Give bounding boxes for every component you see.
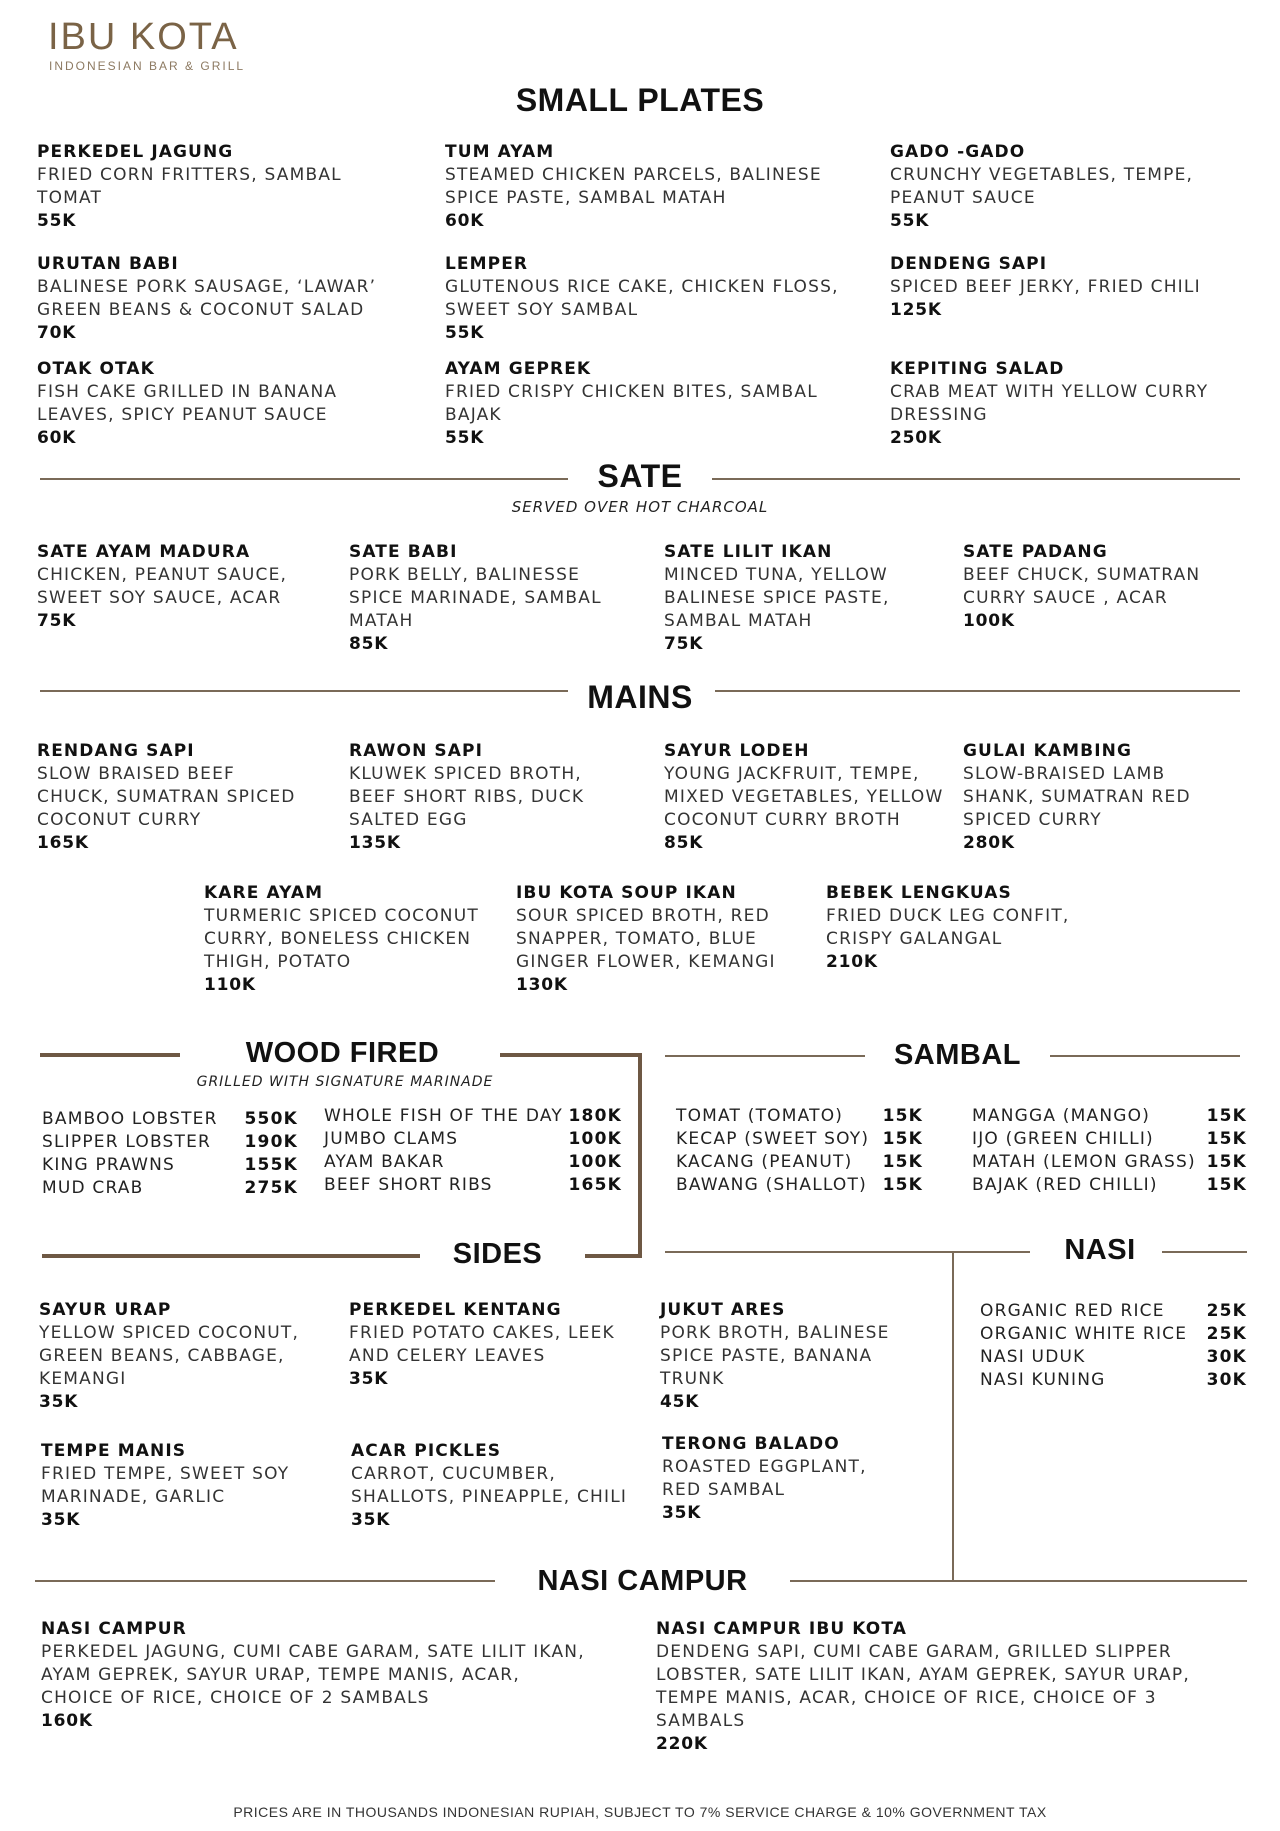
- item-name: JUKUT ARES: [660, 1300, 786, 1320]
- list-item: [42, 1131, 298, 1154]
- item-price: 15K: [882, 1175, 923, 1195]
- list-item: [980, 1369, 1247, 1392]
- item-price: 35K: [351, 1510, 391, 1530]
- item-price: 280K: [963, 833, 1015, 853]
- item-price: 35K: [41, 1510, 81, 1530]
- divider-line: [952, 1251, 954, 1582]
- menu-item: [890, 141, 1230, 232]
- price-list: [676, 1105, 923, 1197]
- section-title-sambal: SAMBAL: [893, 1039, 1022, 1071]
- list-item: [980, 1346, 1247, 1369]
- item-desc: BALINESE PORK SAUSAGE, ‘LAWAR’ GREEN BEANS & COCONUT SALAD: [37, 277, 377, 320]
- item-name: SAYUR LODEH: [664, 741, 810, 761]
- list-item: [972, 1174, 1247, 1197]
- menu-item: [664, 740, 954, 854]
- item-price: 160K: [41, 1711, 93, 1731]
- item-name: KEPITING SALAD: [890, 359, 1065, 379]
- item-price: 60K: [37, 428, 77, 448]
- section-title-mains: MAINS: [587, 679, 693, 715]
- item-desc: SOUR SPICED BROTH, RED SNAPPER, TOMATO, BLUE GINGER FLOWER, KEMANGI: [516, 906, 776, 972]
- list-item: [324, 1128, 622, 1151]
- price-list: [980, 1300, 1247, 1392]
- item-name: NASI CAMPUR: [41, 1619, 187, 1639]
- divider-line: [715, 690, 1240, 692]
- item-name: TOMAT (TOMATO): [676, 1106, 844, 1126]
- menu-item: [41, 1440, 331, 1531]
- list-item: [676, 1151, 923, 1174]
- item-price: 55K: [445, 323, 485, 343]
- menu-item: [664, 541, 934, 655]
- item-desc: FRIED TEMPE, SWEET SOY MARINADE, GARLIC: [41, 1464, 290, 1507]
- divider-line: [665, 1251, 1030, 1253]
- divider-line: [35, 1580, 495, 1582]
- item-name: BAMBOO LOBSTER: [42, 1109, 218, 1129]
- item-name: SAYUR URAP: [39, 1300, 172, 1320]
- item-name: IBU KOTA SOUP IKAN: [516, 883, 737, 903]
- item-name: MANGGA (MANGO): [972, 1106, 1151, 1126]
- item-price: 30K: [1206, 1370, 1247, 1390]
- item-price: 30K: [1206, 1347, 1247, 1367]
- item-price: 135K: [349, 833, 401, 853]
- item-price: 165K: [37, 833, 89, 853]
- list-item: [972, 1128, 1247, 1151]
- item-name: RENDANG SAPI: [37, 741, 195, 761]
- item-price: 15K: [1206, 1152, 1247, 1172]
- item-desc: FRIED POTATO CAKES, LEEK AND CELERY LEAVES: [349, 1323, 615, 1366]
- item-price: 550K: [244, 1109, 298, 1129]
- section-title-nasi-campur: NASI CAMPUR: [537, 1565, 748, 1597]
- item-price: 85K: [664, 833, 704, 853]
- menu-item: [660, 1299, 910, 1413]
- item-name: WHOLE FISH OF THE DAY: [324, 1106, 563, 1126]
- item-desc: GLUTENOUS RICE CAKE, CHICKEN FLOSS, SWEET SOY SAMBAL: [445, 277, 839, 320]
- divider-line: [665, 1055, 865, 1057]
- item-price: 35K: [39, 1392, 79, 1412]
- item-name: OTAK OTAK: [37, 359, 155, 379]
- item-name: PERKEDEL JAGUNG: [37, 142, 234, 162]
- item-name: NASI UDUK: [980, 1347, 1086, 1367]
- item-desc: YELLOW SPICED COCONUT, GREEN BEANS, CABBAGE, KEMANGI: [39, 1323, 300, 1389]
- item-desc: KLUWEK SPICED BROTH, BEEF SHORT RIBS, DUCK SALTED EGG: [349, 764, 585, 830]
- item-name: SLIPPER LOBSTER: [42, 1132, 212, 1152]
- menu-item: [890, 358, 1230, 449]
- item-desc: SLOW BRAISED BEEF CHUCK, SUMATRAN SPICED COCONUT CURRY: [37, 764, 296, 830]
- item-name: AYAM BAKAR: [324, 1152, 445, 1172]
- menu-item: [37, 358, 367, 449]
- item-price: 180K: [568, 1106, 622, 1126]
- item-desc: CRUNCHY VEGETABLES, TEMPE, PEANUT SAUCE: [890, 165, 1194, 208]
- item-name: KING PRAWNS: [42, 1155, 176, 1175]
- item-name: DENDENG SAPI: [890, 254, 1048, 274]
- list-item: [324, 1151, 622, 1174]
- item-price: 25K: [1206, 1301, 1247, 1321]
- item-name: ACAR PICKLES: [351, 1441, 502, 1461]
- item-name: NASI CAMPUR IBU KOTA: [656, 1619, 907, 1639]
- item-name: ORGANIC WHITE RICE: [980, 1324, 1188, 1344]
- item-price: 70K: [37, 323, 77, 343]
- item-price: 85K: [349, 634, 389, 654]
- list-item: [42, 1177, 298, 1200]
- item-name: KARE AYAM: [204, 883, 324, 903]
- list-item: [980, 1323, 1247, 1346]
- menu-item: [37, 253, 397, 344]
- section-subtitle-wood-fired: GRILLED WITH SIGNATURE MARINADE: [196, 1074, 494, 1090]
- item-desc: YOUNG JACKFRUIT, TEMPE, MIXED VEGETABLES, YELLOW COCONUT CURRY BROTH: [664, 764, 944, 830]
- section-title-nasi: NASI: [1064, 1234, 1136, 1266]
- item-desc: CHICKEN, PEANUT SAUCE, SWEET SOY SAUCE, ACAR: [37, 565, 288, 608]
- divider-line: [638, 1053, 642, 1258]
- brand-logo: IBU KOTA: [48, 16, 239, 58]
- section-title-sate: SATE: [597, 458, 683, 494]
- item-name: MUD CRAB: [42, 1178, 144, 1198]
- item-name: TERONG BALADO: [662, 1434, 840, 1454]
- menu-item: [516, 882, 796, 996]
- divider-line: [1050, 1055, 1240, 1057]
- item-name: GULAI KAMBING: [963, 741, 1133, 761]
- item-desc: CRAB MEAT WITH YELLOW CURRY DRESSING: [890, 382, 1209, 425]
- item-name: SATE BABI: [349, 542, 458, 562]
- price-list: [972, 1105, 1247, 1197]
- divider-line: [40, 690, 568, 692]
- item-name: BEEF SHORT RIBS: [324, 1175, 493, 1195]
- divider-line: [40, 1053, 180, 1057]
- item-name: LEMPER: [445, 254, 529, 274]
- menu-item: [963, 740, 1223, 854]
- item-name: KECAP (SWEET SOY): [676, 1129, 870, 1149]
- item-price: 15K: [1206, 1129, 1247, 1149]
- menu-item: [37, 740, 317, 854]
- item-price: 110K: [204, 975, 256, 995]
- price-list: [324, 1105, 622, 1197]
- item-price: 15K: [1206, 1175, 1247, 1195]
- item-name: IJO (GREEN CHILLI): [972, 1129, 1154, 1149]
- menu-item: [656, 1618, 1256, 1755]
- list-item: [972, 1105, 1247, 1128]
- item-desc: PORK BROTH, BALINESE SPICE PASTE, BANANA TRUNK: [660, 1323, 890, 1389]
- item-price: 15K: [882, 1152, 923, 1172]
- item-price: 35K: [349, 1369, 389, 1389]
- menu-item: [37, 141, 367, 232]
- item-name: TUM AYAM: [445, 142, 555, 162]
- item-price: 55K: [890, 211, 930, 231]
- divider-line: [712, 478, 1240, 480]
- list-item: [980, 1300, 1247, 1323]
- item-price: 125K: [890, 300, 942, 320]
- item-name: KACANG (PEANUT): [676, 1152, 853, 1172]
- list-item: [676, 1174, 923, 1197]
- item-price: 275K: [244, 1178, 298, 1198]
- item-name: BAWANG (SHALLOT): [676, 1175, 867, 1195]
- menu-item: [351, 1440, 641, 1531]
- footer-note: PRICES ARE IN THOUSANDS INDONESIAN RUPIAH, SUBJECT TO 7% SERVICE CHARGE & 10% GOVERNMENT TAX: [233, 1804, 1047, 1820]
- item-desc: FISH CAKE GRILLED IN BANANA LEAVES, SPICY PEANUT SAUCE: [37, 382, 338, 425]
- item-price: 75K: [37, 611, 77, 631]
- menu-item: [204, 882, 504, 996]
- divider-line: [42, 1254, 420, 1258]
- item-desc: FRIED DUCK LEG CONFIT, CRISPY GALANGAL: [826, 906, 1070, 949]
- list-item: [972, 1151, 1247, 1174]
- item-name: BAJAK (RED CHILLI): [972, 1175, 1158, 1195]
- item-price: 155K: [244, 1155, 298, 1175]
- list-item: [324, 1174, 622, 1197]
- menu-item: [349, 541, 639, 655]
- divider-line: [790, 1580, 1247, 1582]
- item-name: PERKEDEL KENTANG: [349, 1300, 562, 1320]
- brand-tagline: INDONESIAN BAR & GRILL: [49, 59, 246, 73]
- section-title-small-plates: SMALL PLATES: [515, 82, 765, 118]
- item-price: 250K: [890, 428, 942, 448]
- item-name: TEMPE MANIS: [41, 1441, 187, 1461]
- item-name: SATE PADANG: [963, 542, 1108, 562]
- item-desc: SPICED BEEF JERKY, FRIED CHILI: [890, 277, 1201, 297]
- item-price: 45K: [660, 1392, 700, 1412]
- item-price: 15K: [1206, 1106, 1247, 1126]
- menu-item: [963, 541, 1243, 632]
- item-desc: TURMERIC SPICED COCONUT CURRY, BONELESS CHICKEN THIGH, POTATO: [204, 906, 479, 972]
- item-desc: MINCED TUNA, YELLOW BALINESE SPICE PASTE, SAMBAL MATAH: [664, 565, 890, 631]
- section-subtitle-sate: SERVED OVER HOT CHARCOAL: [511, 498, 769, 516]
- item-price: 165K: [568, 1175, 622, 1195]
- item-price: 25K: [1206, 1324, 1247, 1344]
- menu-item: [826, 882, 1086, 973]
- menu-item: [445, 141, 845, 232]
- item-name: GADO -GADO: [890, 142, 1026, 162]
- item-name: AYAM GEPREK: [445, 359, 592, 379]
- item-price: 130K: [516, 975, 568, 995]
- item-desc: DENDENG SAPI, CUMI CABE GARAM, GRILLED SLIPPER LOBSTER, SATE LILIT IKAN, AYAM GEPREK, SAYUR URAP, TEMPE MANIS, ACAR, CHOICE OF RICE, CHOICE OF 3 SAMBALS: [656, 1642, 1190, 1731]
- item-desc: FRIED CRISPY CHICKEN BITES, SAMBAL BAJAK: [445, 382, 818, 425]
- item-price: 210K: [826, 952, 878, 972]
- section-title-sides: SIDES: [452, 1238, 543, 1270]
- item-price: 60K: [445, 211, 485, 231]
- item-name: ORGANIC RED RICE: [980, 1301, 1165, 1321]
- item-name: URUTAN BABI: [37, 254, 179, 274]
- item-desc: BEEF CHUCK, SUMATRAN CURRY SAUCE , ACAR: [963, 565, 1201, 608]
- item-name: JUMBO CLAMS: [324, 1129, 459, 1149]
- item-desc: FRIED CORN FRITTERS, SAMBAL TOMAT: [37, 165, 342, 208]
- menu-item: [349, 740, 609, 854]
- item-name: NASI KUNING: [980, 1370, 1106, 1390]
- item-desc: SLOW-BRAISED LAMB SHANK, SUMATRAN RED SPICED CURRY: [963, 764, 1191, 830]
- item-name: RAWON SAPI: [349, 741, 484, 761]
- item-price: 220K: [656, 1734, 708, 1754]
- item-desc: ROASTED EGGPLANT, RED SAMBAL: [662, 1457, 867, 1500]
- menu-item: [662, 1433, 922, 1524]
- item-name: MATAH (LEMON GRASS): [972, 1152, 1196, 1172]
- menu-item: [890, 253, 1230, 321]
- item-desc: PERKEDEL JAGUNG, CUMI CABE GARAM, SATE LILIT IKAN, AYAM GEPREK, SAYUR URAP, TEMPE MANIS, ACAR, CHOICE OF RICE, CHOICE OF 2 SAMBALS: [41, 1642, 585, 1708]
- menu-item: [41, 1618, 601, 1732]
- list-item: [676, 1105, 923, 1128]
- menu-item: [445, 253, 855, 344]
- item-name: SATE LILIT IKAN: [664, 542, 833, 562]
- menu-item: [39, 1299, 329, 1413]
- item-price: 190K: [244, 1132, 298, 1152]
- list-item: [676, 1128, 923, 1151]
- menu-item: [349, 1299, 629, 1390]
- item-desc: STEAMED CHICKEN PARCELS, BALINESE SPICE PASTE, SAMBAL MATAH: [445, 165, 822, 208]
- section-title-wood-fired: WOOD FIRED: [245, 1037, 440, 1069]
- list-item: [324, 1105, 622, 1128]
- item-price: 35K: [662, 1503, 702, 1523]
- item-name: BEBEK LENGKUAS: [826, 883, 1012, 903]
- divider-line: [1162, 1251, 1247, 1253]
- list-item: [42, 1154, 298, 1177]
- price-list: [42, 1108, 298, 1200]
- item-price: 100K: [963, 611, 1015, 631]
- item-desc: CARROT, CUCUMBER, SHALLOTS, PINEAPPLE, CHILI: [351, 1464, 628, 1507]
- divider-line: [500, 1053, 642, 1057]
- item-price: 100K: [568, 1152, 622, 1172]
- item-price: 15K: [882, 1129, 923, 1149]
- item-price: 75K: [664, 634, 704, 654]
- item-desc: PORK BELLY, BALINESSE SPICE MARINADE, SAMBAL MATAH: [349, 565, 602, 631]
- item-price: 55K: [37, 211, 77, 231]
- item-price: 15K: [882, 1106, 923, 1126]
- item-name: SATE AYAM MADURA: [37, 542, 251, 562]
- divider-line: [40, 478, 568, 480]
- item-price: 55K: [445, 428, 485, 448]
- divider-line: [585, 1254, 642, 1258]
- list-item: [42, 1108, 298, 1131]
- menu-item: [445, 358, 845, 449]
- menu-item: [37, 541, 337, 632]
- item-price: 100K: [568, 1129, 622, 1149]
